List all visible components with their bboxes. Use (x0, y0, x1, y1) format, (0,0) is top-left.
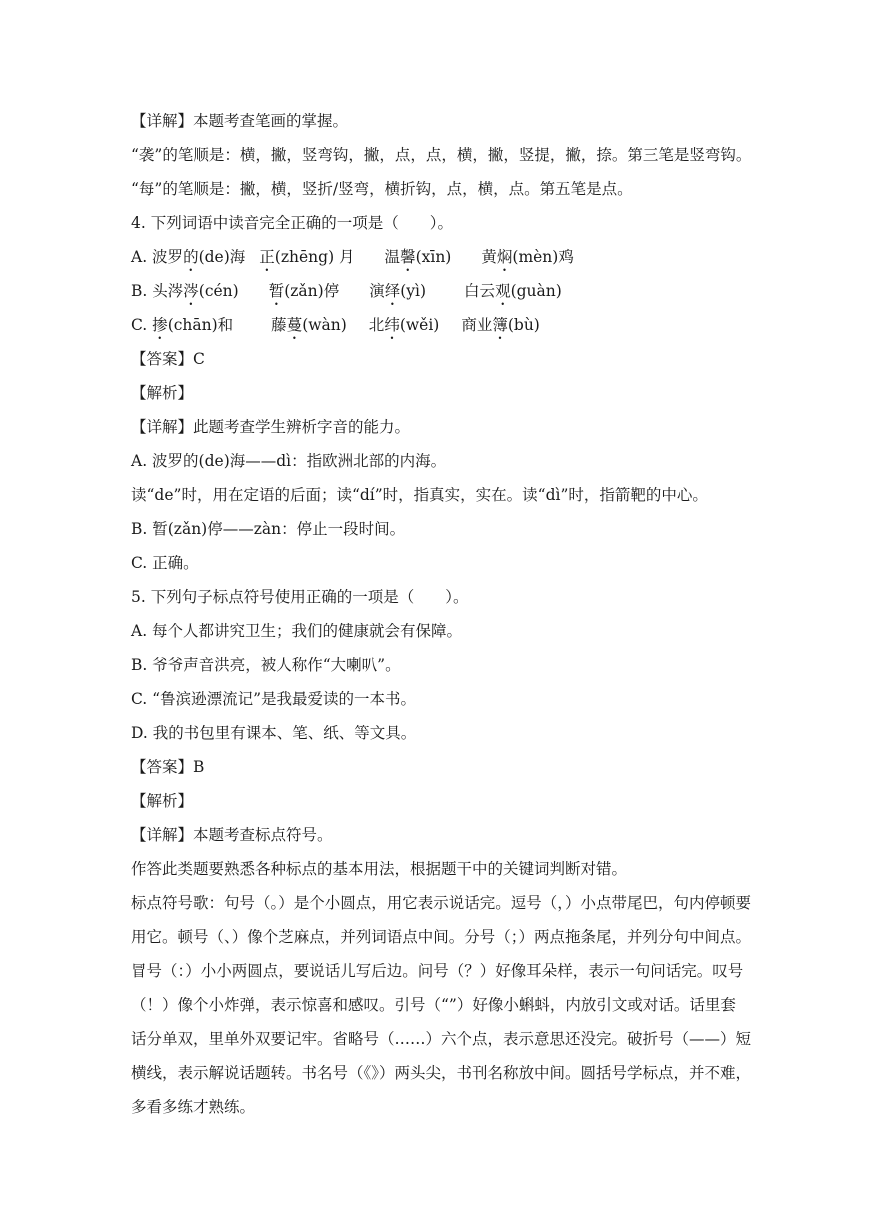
question-4-option-b (131, 274, 769, 308)
option-c-word2-mark: 蔓 (286, 316, 303, 334)
option-c-word3-rest: (wěi) (399, 316, 440, 334)
option-b-word3-pre: 演 (369, 282, 385, 300)
detail-heading: 【详解】本题考查笔画的掌握。 (131, 112, 349, 130)
option-c-word4-rest: (bù) (507, 316, 540, 334)
option-b-word4-pre: 白云 (464, 282, 496, 300)
option-a-word3-pre: 温 (384, 248, 401, 266)
question-5-option-b: B. 爷爷声音洪亮，被人称作“大喇叭”。 (131, 656, 401, 674)
question-5-option-d: D. 我的书包里有课本、笔、纸、等文具。 (131, 724, 417, 742)
option-b-word3-mark: 绎 (384, 282, 401, 300)
option-c-word2-rest: (wàn) (302, 316, 347, 334)
option-a-word2-mark: 正 (259, 248, 275, 266)
question-5: 5. 下列句子标点符号使用正确的一项是（ ）。 (131, 588, 469, 606)
option-a-word1-rest: (de)海 (198, 248, 246, 266)
detail-5: 【详解】本题考查标点符号。 (131, 826, 333, 844)
option-b-word2-mark: 暂 (268, 282, 285, 300)
analysis-5-heading: 【解析】 (131, 792, 194, 810)
punctuation-song-line-3: 冒号（：）小小两圆点，要说话儿写后边。问号（？）好像耳朵样，表示一句问话完。叹号 (131, 962, 744, 980)
answer-4: 【答案】C (131, 350, 205, 368)
option-c-word2-pre: 藤 (271, 316, 287, 334)
option-a-word3-rest: (xīn) (415, 248, 452, 266)
question-5-option-a: A. 每个人都讲究卫生；我们的健康就会有保障。 (131, 622, 463, 640)
option-c-label: C. (131, 316, 153, 334)
stroke-order-xi: “袭”的笔顺是：横，撇，竖弯钩，撇，点，点，横，撇，竖提，撇，捺。第三笔是竖弯钩。 (131, 146, 752, 164)
answer-5: 【答案】B (131, 758, 205, 776)
option-b-word4-rest: (guàn) (510, 282, 562, 300)
question-4: 4. 下列词语中读音完全正确的一项是（ ）。 (131, 214, 453, 232)
explain-4-b: B. 暂(zǎn)停——zàn：停止一段时间。 (131, 520, 406, 538)
option-b-word4-mark: 观 (495, 282, 511, 300)
option-c-word3-mark: 纬 (384, 316, 400, 334)
punctuation-song-line-2: 用它。顿号（、）像个芝麻点，并列词语点中间。分号（；）两点拖条尾，并列分句中间点。 (131, 928, 752, 946)
option-a-word2-rest: (zhēng) 月 (274, 248, 355, 266)
option-b-word1-rest: (cén) (198, 282, 239, 300)
explain-4-a: A. 波罗的(de)海——dì：指欧洲北部的内海。 (131, 452, 447, 470)
punctuation-song-line-1: 标点符号歌：句号（。）是个小圆点，用它表示说话完。逗号（，）小点带尾巴，句内停顿要 (131, 894, 752, 912)
punctuation-song-line-6: 横线，表示解说话题转。书名号（《》）两头尖，书刊名称放中间。圆括号学标点，并不难， (131, 1064, 752, 1082)
question-4-option-c (131, 308, 769, 342)
question-5-option-c: C. “鲁滨逊漂流记”是我最爱读的一本书。 (131, 690, 417, 708)
explain-4-de: 读“de”时，用在定语的后面；读“dí”时，指真实，实在。读“dì”时，指箭靶的中心。 (131, 486, 708, 504)
option-c-word4-mark: 簿 (492, 316, 508, 334)
punctuation-song-line-7: 多看多练才熟练。 (131, 1098, 256, 1116)
detail-4: 【详解】此题考查学生辨析字音的能力。 (131, 418, 411, 436)
option-c-word4-pre: 商业 (461, 316, 493, 334)
option-c-word1-mark: 掺 (152, 316, 168, 334)
option-b-word1-mark: 涔 (183, 282, 199, 300)
option-b-word3-rest: (yì) (400, 282, 427, 300)
option-a-word4-mark: 焖 (496, 248, 513, 266)
option-a-word1-mark: 的 (183, 248, 199, 266)
option-b-word2-rest: (zǎn)停 (284, 282, 340, 300)
stroke-order-mei: “每”的笔顺是：撇，横，竖折/竖弯，横折钩，点，横，点。第五笔是点。 (131, 180, 633, 198)
explain-4-c: C. 正确。 (131, 554, 199, 572)
option-c-word1-rest: (chān)和 (167, 316, 234, 334)
option-a-word4-pre: 黄 (481, 248, 497, 266)
analysis-4-heading: 【解析】 (131, 384, 194, 402)
option-a-label: A. 波罗 (131, 248, 184, 266)
option-c-word3-pre: 北 (368, 316, 385, 334)
question-4-option-a (131, 240, 769, 274)
punctuation-song-line-5: 话分单双，里单外双要记牢。省略号（……）六个点，表示意思还没完。破折号（——）短 (131, 1030, 752, 1048)
punctuation-song-line-4: （！）像个小炸弹，表示惊喜和感叹。引号（“”）好像小蝌蚪，内放引文或对话。话里套 (131, 996, 736, 1014)
explain-5-intro: 作答此类题要熟悉各种标点的基本用法，根据题干中的关键词判断对错。 (131, 860, 628, 878)
option-a-word4-rest: (mèn)鸡 (512, 248, 574, 266)
option-b-label: B. 头涔 (131, 282, 184, 300)
option-a-word3-mark: 馨 (400, 248, 416, 266)
